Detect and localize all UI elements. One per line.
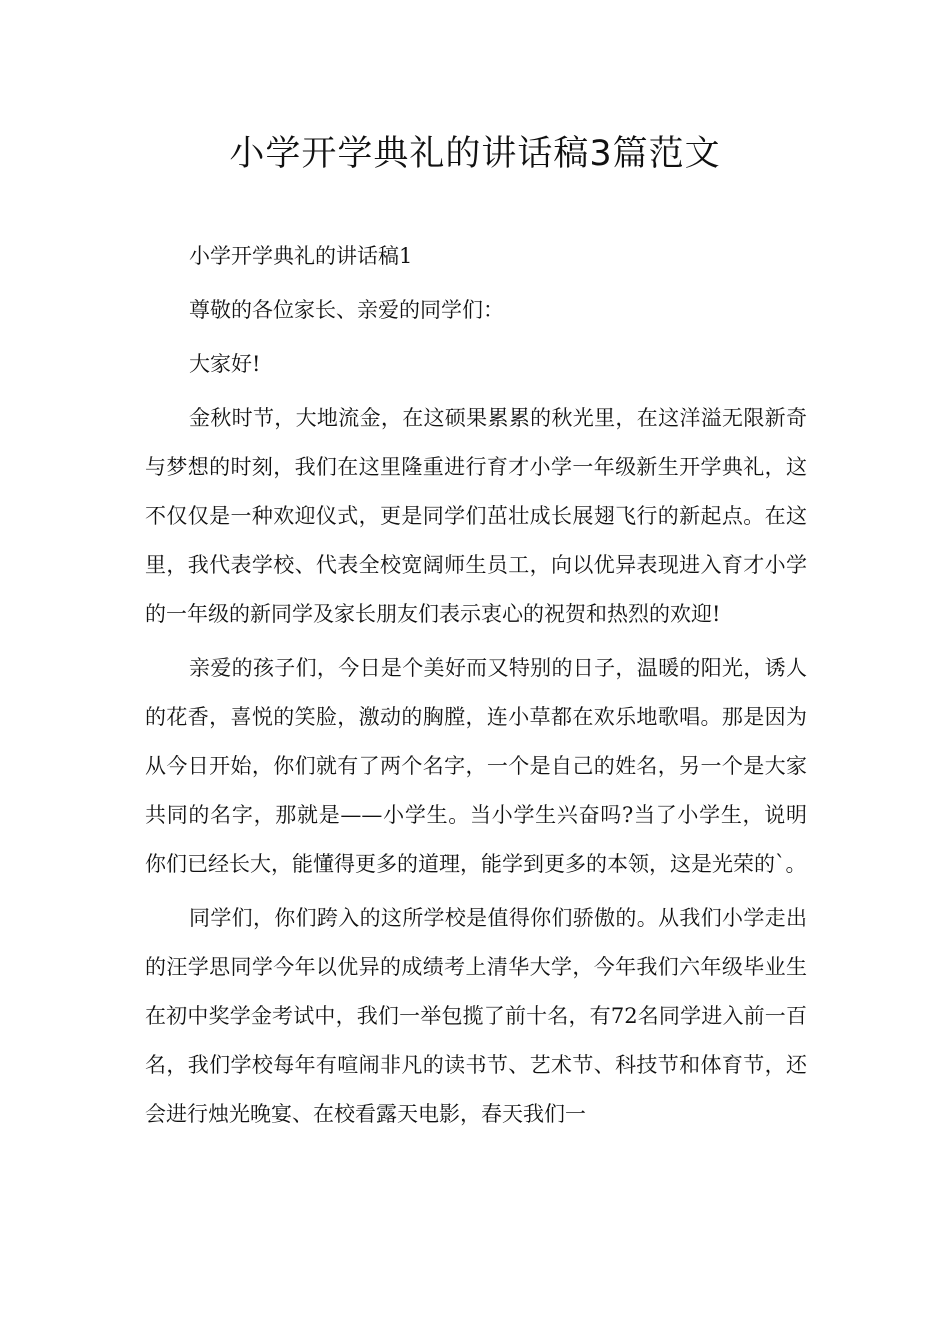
body-paragraph: 亲爱的孩子们，今日是个美好而又特别的日子，温暖的阳光，诱人的花香，喜悦的笑脸，激动的胸膛，连小草都在欢乐地歌唱。那是因为从今日开始，你们就有了两个名字，一个是自己的姓名，另一个是大家共同的名字，那就是——小学生。当小学生兴奋吗?当了小学生，说明你们已经长大，能懂得更多的道理，能学到更多的本领，这是光荣的`。 <box>145 656 807 876</box>
section-heading: 小学开学典礼的讲话稿1 <box>189 244 413 268</box>
salutation: 尊敬的各位家长、亲爱的同学们： <box>189 298 504 322</box>
document-title: 小学开学典礼的讲话稿3篇范文 <box>229 134 721 174</box>
body-paragraph: 金秋时节，大地流金，在这硕果累累的秋光里，在这洋溢无限新奇与梦想的时刻，我们在这里隆重进行育才小学一年级新生开学典礼，这不仅仅是一种欢迎仪式，更是同学们茁壮成长展翅飞行的新起点。在这里，我代表学校、代表全校宽阔师生员工，向以优异表现进入育才小学的一年级的新同学及家长朋友们表示衷心的祝贺和热烈的欢迎! <box>145 406 807 626</box>
body-paragraph: 同学们，你们跨入的这所学校是值得你们骄傲的。从我们小学走出的汪学思同学今年以优异的成绩考上清华大学，今年我们六年级毕业生在初中奖学金考试中，我们一举包揽了前十名，有72名同学进入前一百名，我们学校每年有喧闹非凡的读书节、艺术节、科技节和体育节，还会进行烛光晚宴、在校看露天电影，春天我们一 <box>145 906 807 1126</box>
document-body <box>145 232 807 1144</box>
greeting: 大家好! <box>189 352 261 376</box>
